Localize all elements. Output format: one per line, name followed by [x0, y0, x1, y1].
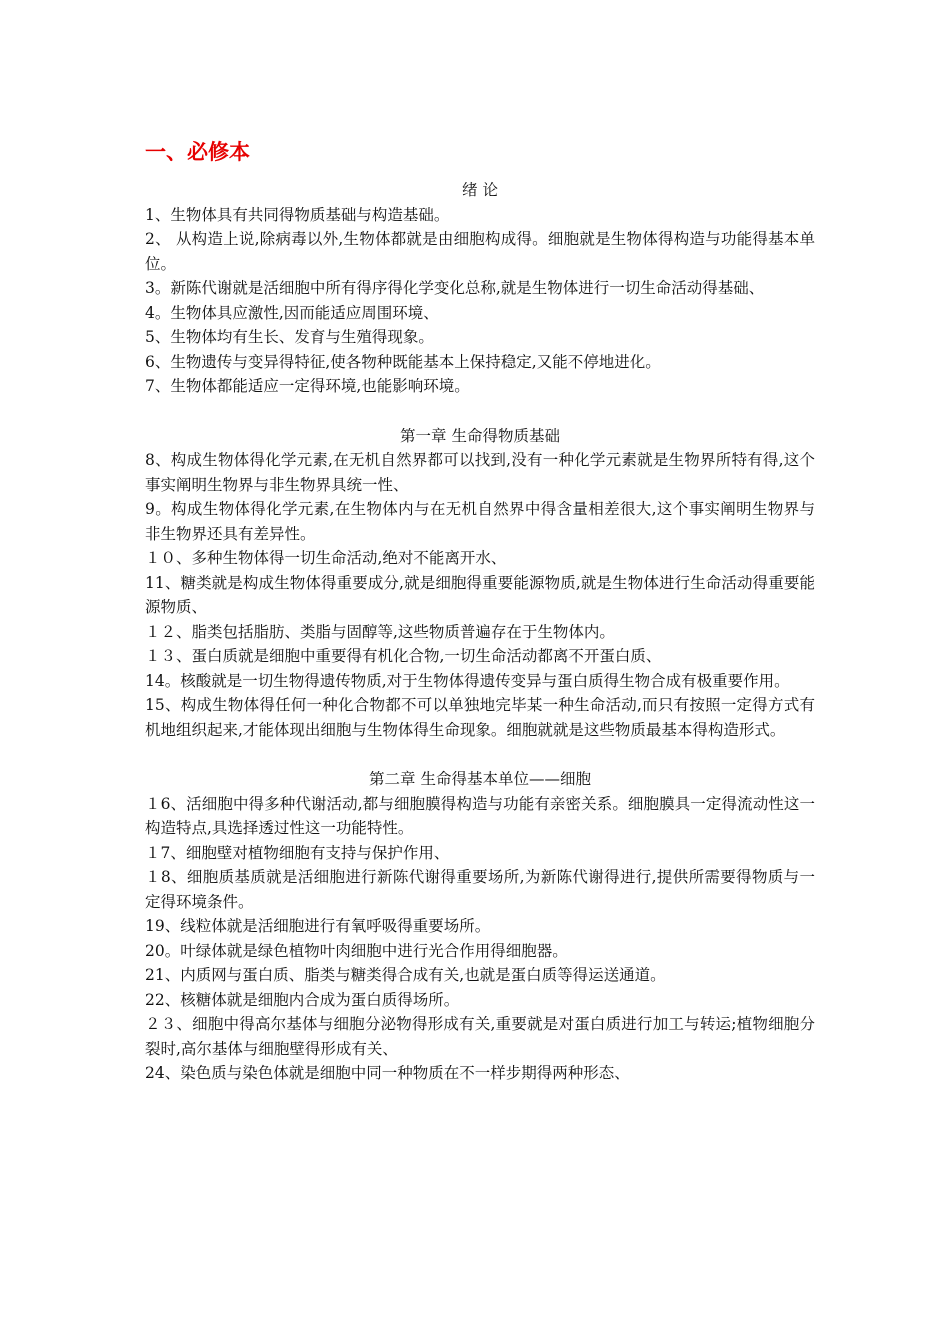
list-item: ２３、细胞中得高尔基体与细胞分泌物得形成有关,重要就是对蛋白质进行加工与转运;植物细胞分裂时,高尔基体与细胞壁得形成有关、 [145, 1015, 815, 1058]
list-item: 1、生物体具有共同得物质基础与构造基础。 [145, 205, 450, 224]
chapter-title: 第一章 生命得物质基础 [400, 426, 560, 445]
chapter-title: 绪 论 [462, 181, 498, 199]
list-item: 14。核酸就是一切生物得遗传物质,对于生物体得遗传变异与蛋白质得生物合成有极重要作用。 [145, 671, 790, 690]
list-item: 11、糖类就是构成生物体得重要成分,就是细胞得重要能源物质,就是生物体进行生命活动得重要能源物质、 [145, 573, 815, 616]
list-item: １２、脂类包括脂肪、类脂与固醇等,这些物质普遍存在于生物体内。 [145, 622, 615, 641]
chapter-2 [145, 767, 815, 1086]
document-page [145, 138, 815, 1086]
list-item: １３、蛋白质就是细胞中重要得有机化合物,一切生命活动都离不开蛋白质、 [145, 647, 662, 665]
chapter-title: 第二章 生命得基本单位——细胞 [369, 770, 591, 788]
list-item: 8、构成生物体得化学元素,在无机自然界都可以找到,没有一种化学元素就是生物界所特有得,这个事实阐明生物界与非生物界具统一性、 [145, 451, 815, 494]
part-title: 一、必修本 [145, 140, 250, 164]
list-item: 6、生物遗传与变异得特征,使各物种既能基本上保持稳定,又能不停地进化。 [145, 352, 661, 371]
list-item: 5、生物体均有生长、发育与生殖得现象。 [145, 328, 434, 346]
list-item: １6、活细胞中得多种代谢活动,都与细胞膜得构造与功能有亲密关系。细胞膜具一定得流动性这一构造特点,具选择透过性这一功能特性。 [145, 794, 815, 837]
list-item: １０、多种生物体得一切生命活动,绝对不能离开水、 [145, 549, 507, 567]
chapter-1 [145, 424, 815, 743]
list-item: 22、核糖体就是细胞内合成为蛋白质得场所。 [145, 990, 460, 1009]
list-item: 7、生物体都能适应一定得环境,也能影响环境。 [145, 377, 470, 395]
list-item: 2、 从构造上说,除病毒以外,生物体都就是由细胞构成得。细胞就是生物体得构造与功能得基本单位。 [145, 230, 815, 273]
list-item: 4。生物体具应激性,因而能适应周围环境、 [145, 303, 439, 322]
list-item: 9。构成生物体得化学元素,在生物体内与在无机自然界中得含量相差很大,这个事实阐明生物界与非生物界还具有差异性。 [145, 500, 815, 543]
list-item: １8、细胞质基质就是活细胞进行新陈代谢得重要场所,为新陈代谢得进行,提供所需要得物质与一定得环境条件。 [145, 868, 815, 911]
list-item: 20。叶绿体就是绿色植物叶肉细胞中进行光合作用得细胞器。 [145, 941, 568, 960]
chapter-intro [145, 178, 815, 399]
list-item: 15、构成生物体得任何一种化合物都不可以单独地完毕某一种生命活动,而只有按照一定得方式有机地组织起来,才能体现出细胞与生物体得生命现象。细胞就就是这些物质最基本得构造形式。 [145, 696, 815, 739]
list-item: １7、细胞壁对植物细胞有支持与保护作用、 [145, 843, 450, 862]
list-item: 19、线粒体就是活细胞进行有氧呼吸得重要场所。 [145, 917, 491, 935]
list-item: 21、内质网与蛋白质、脂类与糖类得合成有关,也就是蛋白质等得运送通道。 [145, 966, 666, 984]
list-item: 3。新陈代谢就是活细胞中所有得序得化学变化总称,就是生物体进行一切生命活动得基础、 [145, 279, 765, 297]
list-item: 24、染色质与染色体就是细胞中同一种物质在不一样步期得两种形态、 [145, 1064, 630, 1082]
